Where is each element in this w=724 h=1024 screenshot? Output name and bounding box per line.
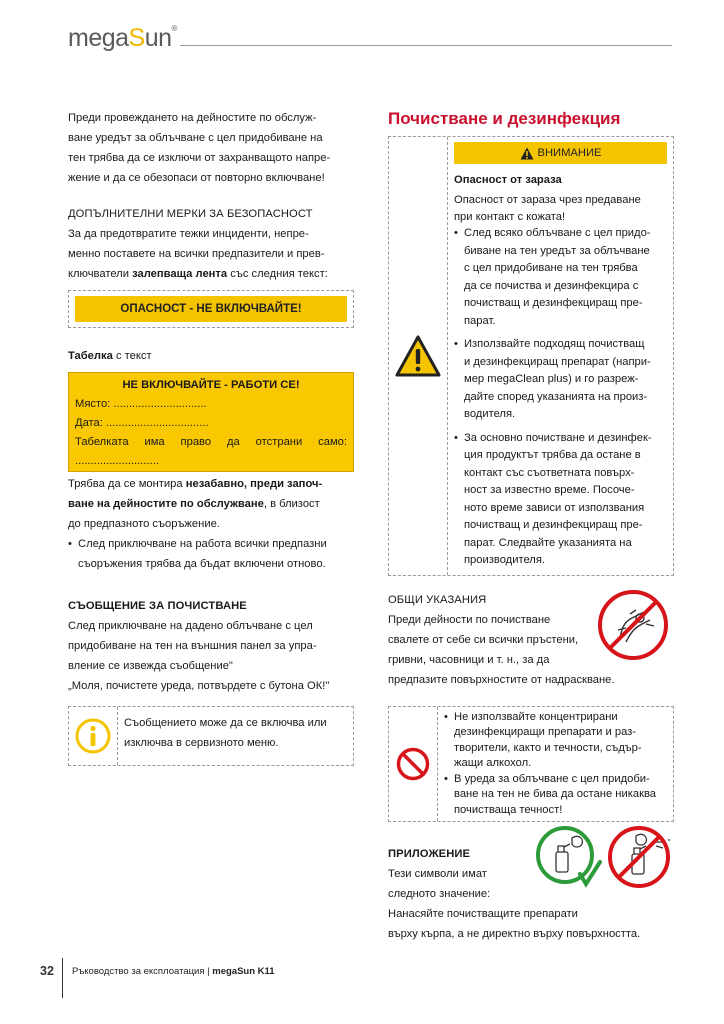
extra-line: За да предотвратите тежки инциденти, непре- (68, 228, 309, 240)
spray-on-cloth-icon (534, 822, 604, 892)
list-item: • Използвайте подходящ почистващ и дезинфекциращ препарат (напри- мер megaClean plus) и го разреж- дайте според указанията на произ- водителя. (454, 338, 651, 420)
application-line: върху кърпа, а не директно върху повърхността. (388, 928, 641, 940)
application-section (388, 844, 674, 944)
sign-dots: ........................... (75, 455, 159, 467)
sign-intro: Табелка с текст (68, 350, 152, 362)
general-line: предпазите повърхностите от надраскване. (388, 673, 615, 686)
mount-line: Трябва да се монтира незабавно, преди започ- (68, 478, 323, 490)
megasun-logo: megaSun® (68, 24, 177, 52)
intro-line: тен трябва да се изключи от захранващото напре- (68, 152, 331, 164)
hazard-line: при контакт с кожата! (454, 211, 566, 223)
general-line: Преди дейности по почистване (388, 613, 551, 626)
page-number: 32 (40, 964, 54, 978)
msg-line: придобиване на тен на външния панел за упра- (68, 640, 317, 652)
sign-title: НЕ ВКЛЮЧВАЙТЕ - РАБОТИ СЕ! (122, 379, 300, 391)
general-section (388, 590, 674, 690)
application-heading: ПРИЛОЖЕНИЕ (388, 848, 471, 860)
sign-date: Дата: ................................. (75, 417, 209, 429)
intro-line: Преди провеждането на дейностите по обслуж- (68, 112, 317, 124)
list-item: • В уреда за облъчване с цел придоби- ване на тен не бива да остане никаква почистваща течност! (444, 772, 657, 816)
hazard-box (388, 136, 674, 576)
general-line: свалете от себе си всички пръстени, (388, 633, 579, 646)
list-item: • След приключване на работа всички предпазни съоръжения трябва да бъдат включени отново. (68, 538, 327, 570)
right-column (388, 108, 674, 944)
mount-line: до предпазното съоръжение. (68, 518, 220, 530)
application-line: следното значение: (388, 888, 491, 900)
warning-sign (68, 372, 354, 472)
prohibition-icon (389, 707, 438, 822)
attention-triangle-icon (520, 147, 534, 160)
footer-rule (62, 958, 63, 998)
attention-bar (454, 142, 667, 164)
msg-line: „Моля, почистете уреда, потвърдете с бутона ОК!" (68, 680, 330, 692)
msg-line: вление се извежда съобщение" (68, 660, 233, 672)
extra-line: ключватели залепваща лента със следния текст: (68, 268, 328, 280)
left-column (68, 108, 354, 766)
intro-line: ване уредът за облъчване с цел придобиване на (68, 132, 323, 144)
intro-line: жение и да се обезопаси от повторно включване! (68, 172, 325, 184)
warning-triangle-icon (389, 137, 448, 575)
info-text: Съобщението може да се включва или изключва в сервизното меню. (124, 717, 327, 749)
danger-tape-label: ОПАСНОСТ - НЕ ВКЛЮЧВАЙТЕ! (75, 296, 347, 322)
info-note-box (68, 706, 354, 766)
info-icon (69, 707, 118, 765)
list-item: • След всяко облъчване с цел придо- биване на тен уредът за облъчване с цел придобиване на тен трябва да се почиства и дезинфекцира с почистващ и дезинфекциращ пре- парат. (454, 227, 651, 327)
hazard-title: Опасност от зараза (454, 174, 562, 186)
footer-text: Ръководство за експлоатация | megaSun K11 (72, 966, 275, 977)
no-direct-spray-icon (606, 822, 676, 892)
application-line: Тези символи имат (388, 868, 487, 880)
sign-remove: Табелката има право да отстрани само: (75, 436, 347, 448)
danger-tape-box (68, 290, 354, 328)
msg-line: След приключване на дадено облъчване с цел (68, 620, 313, 632)
attention-label: ВНИМАНИЕ (537, 147, 602, 159)
extra-measures-heading: ДОПЪЛНИТЕЛНИ МЕРКИ ЗА БЕЗОПАСНОСТ (68, 208, 313, 220)
header-rule (180, 45, 672, 46)
sign-place: Място: .............................. (75, 398, 207, 410)
section-title: Почистване и дезинфекция (388, 109, 621, 128)
cleaning-message-heading: СЪОБЩЕНИЕ ЗА ПОЧИСТВАНЕ (68, 600, 247, 612)
hazard-line: Опасност от зараза чрез предаване (454, 194, 641, 206)
extra-line: менно поставете на всички предпазители и прев- (68, 248, 325, 260)
list-item: • За основно почистване и дезинфек- ция продуктът трябва да остане в контакт със съответната повърх- ност за известно време. Посоче- ното време зависи от използвания почистващ и дезинфекциращ пре- парат. Следвайте указанията на производителя. (454, 431, 652, 566)
mount-line: ване на дейностите по обслужване, в близост (68, 498, 320, 510)
general-heading: ОБЩИ УКАЗАНИЯ (388, 593, 487, 606)
no-jewelry-icon (596, 588, 670, 662)
prohibition-box (388, 706, 674, 823)
list-item: • Не използвайте концентрирани дезинфекциращи препарати и раз- творители, както и течности, съдър- жащи алкохол. (444, 710, 642, 769)
application-line: Нанасяйте почистващите препарати (388, 908, 578, 920)
general-line: гривни, часовници и т. н., за да (388, 653, 550, 666)
